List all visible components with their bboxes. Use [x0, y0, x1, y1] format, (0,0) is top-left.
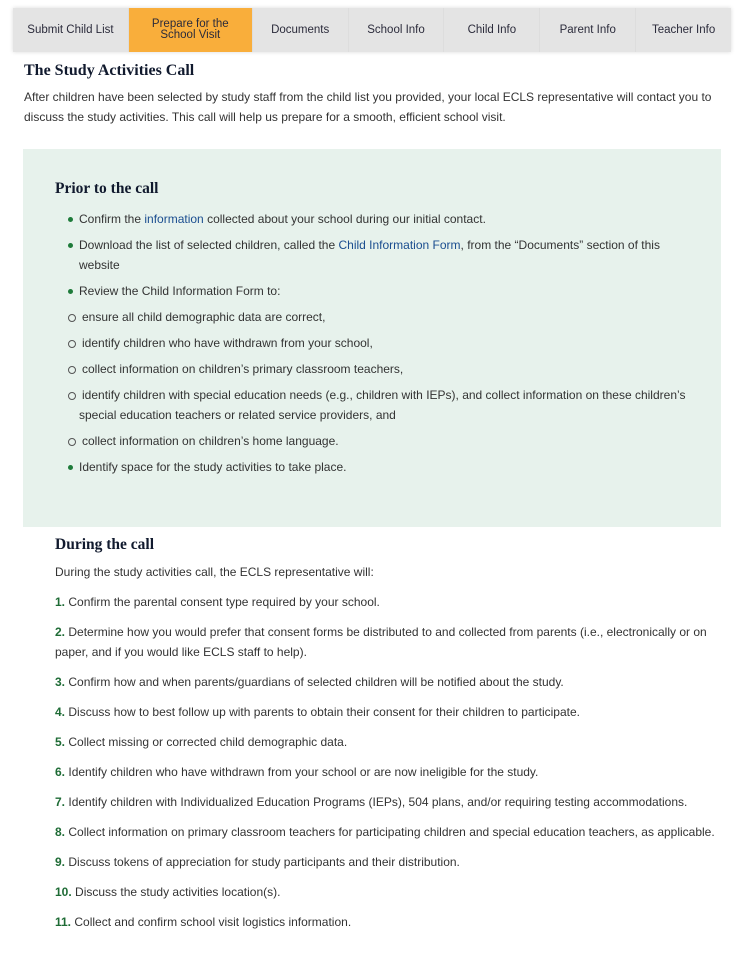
item-text: Confirm how and when parents/guardians of selected children will be notified about the study.	[68, 675, 564, 689]
circle-bullet-icon	[68, 340, 76, 348]
item-text: Collect missing or corrected child demographic data.	[68, 735, 348, 749]
bullet-icon	[68, 217, 73, 222]
circle-bullet-icon	[68, 392, 76, 400]
item-text: Determine how you would prefer that consent forms be distributed to and collected from parents (i.e., electronically or on paper, and if you would like ECLS staff to help).	[55, 625, 707, 659]
item-number: 9.	[55, 855, 66, 869]
item-text: Identify children with Individualized Education Programs (IEPs), 504 plans, and/or requiring testing accommodations.	[68, 795, 688, 809]
tab-bar	[13, 8, 731, 52]
item-text: Confirm the parental consent type required by your school.	[68, 595, 380, 609]
tab-child-info[interactable]: Child Info	[444, 8, 540, 52]
item-text: Discuss how to best follow up with parents to obtain their consent for their children to participate.	[68, 705, 580, 719]
item-number: 3.	[55, 675, 66, 689]
item-number: 10.	[55, 885, 72, 899]
sub-list-item: identify children with special education needs (e.g., children with IEPs), and collect information on these children’s special education teachers or related service providers, and	[68, 385, 698, 425]
tab-parent-info[interactable]: Parent Info	[540, 8, 636, 52]
bullet-icon	[68, 465, 73, 470]
item-text: Collect and confirm school visit logistics information.	[74, 915, 352, 929]
item-number: 11.	[55, 915, 72, 929]
bullet-icon	[68, 289, 73, 294]
child-information-form-link[interactable]: Child Information Form	[338, 238, 461, 252]
numbered-item	[55, 732, 715, 752]
during-call-section	[55, 536, 715, 942]
numbered-item	[55, 762, 715, 782]
bullet-icon	[68, 243, 73, 248]
numbered-item	[55, 852, 715, 872]
sub-list-item: collect information on children’s home language.	[68, 431, 698, 451]
during-heading: During the call	[55, 536, 155, 553]
numbered-item	[55, 912, 715, 932]
list-item: Review the Child Information Form to:	[68, 281, 698, 301]
item-number: 5.	[55, 735, 66, 749]
prior-to-call-panel	[23, 149, 721, 527]
numbered-item	[55, 792, 715, 812]
information-link[interactable]: information	[144, 212, 204, 226]
list-item: Confirm the information collected about your school during our initial contact.	[68, 209, 698, 229]
numbered-item	[55, 702, 715, 722]
item-text: Collect information on primary classroom teachers for participating children and special education teachers, as applicable.	[68, 825, 715, 839]
circle-bullet-icon	[68, 438, 76, 446]
numbered-item	[55, 882, 715, 902]
tab-prepare-school-visit[interactable]: Prepare for the School Visit	[129, 8, 253, 52]
list-item: Download the list of selected children, called the Child Information Form, from the “Documents” section of this website	[68, 235, 698, 275]
tab-submit-child-list[interactable]: Submit Child List	[13, 8, 129, 52]
tab-teacher-info[interactable]: Teacher Info	[651, 23, 716, 36]
item-text: Identify children who have withdrawn from your school or are now ineligible for the study.	[68, 765, 539, 779]
circle-bullet-icon	[68, 314, 76, 322]
item-number: 8.	[55, 825, 66, 839]
item-number: 6.	[55, 765, 66, 779]
item-number: 4.	[55, 705, 66, 719]
sub-list-item: collect information on children’s primary classroom teachers,	[68, 359, 698, 379]
tab-documents[interactable]: Documents	[253, 8, 349, 52]
item-number: 2.	[55, 625, 66, 639]
item-text: Discuss the study activities location(s).	[75, 885, 281, 899]
circle-bullet-icon	[68, 366, 76, 374]
item-text: Discuss tokens of appreciation for study participants and their distribution.	[68, 855, 460, 869]
sub-list-item: ensure all child demographic data are correct,	[68, 307, 698, 327]
numbered-item	[55, 672, 715, 692]
sub-list-item: identify children who have withdrawn from your school,	[68, 333, 698, 353]
numbered-item	[55, 822, 715, 842]
item-number: 1.	[55, 595, 66, 609]
item-number: 7.	[55, 795, 66, 809]
during-intro: During the study activities call, the ECLS representative will:	[55, 565, 374, 579]
page-title: The Study Activities Call	[24, 62, 195, 79]
numbered-item	[55, 592, 715, 612]
intro-text: After children have been selected by study staff from the child list you provided, your local ECLS representative will contact you to discuss the study activities. This call will help us prepare for a smooth, efficient school visit.	[24, 90, 712, 124]
list-item: Identify space for the study activities to take place.	[68, 457, 698, 477]
numbered-item	[55, 622, 715, 662]
prior-heading: Prior to the call	[55, 180, 159, 197]
tab-school-info[interactable]: School Info	[349, 8, 445, 52]
